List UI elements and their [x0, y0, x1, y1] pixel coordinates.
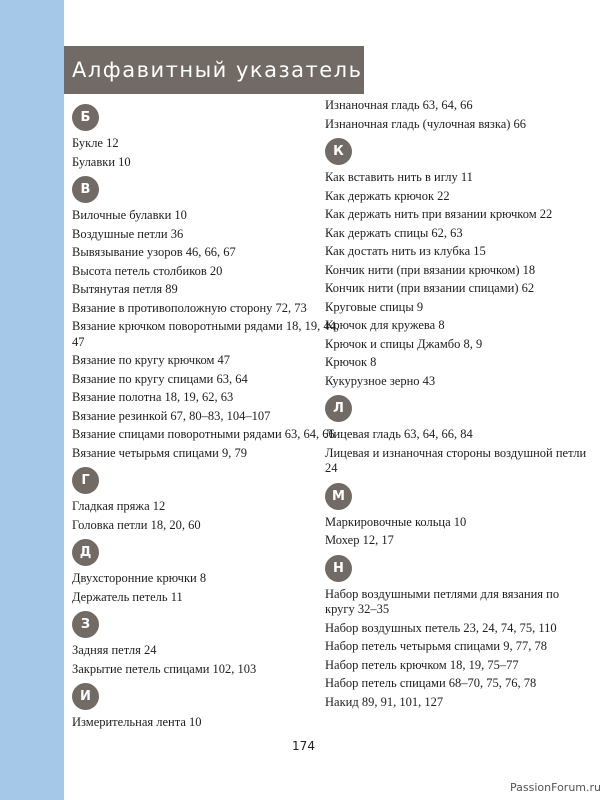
index-entry: Как держать спицы 62, 63 — [325, 225, 463, 240]
index-entry: Двухсторонние крючки 8 — [72, 571, 207, 585]
index-entry: Изнаночная гладь (чулочная вязка) 66 — [325, 116, 527, 131]
section-letter-badge: Л — [325, 395, 352, 422]
section-letter-badge: М — [325, 483, 352, 510]
page-number: 174 — [292, 739, 315, 753]
index-entry: Набор петель спицами 68–70, 75, 76, 78 — [325, 676, 537, 690]
index-entry: Набор воздушными петлями для вязания по кругу 32–35 — [325, 586, 560, 616]
section-letter-badge: З — [72, 611, 99, 638]
index-entry: Кончик нити (при вязании спицами) 62 — [325, 281, 535, 295]
index-entry: Высота петель столбиков 20 — [72, 263, 223, 278]
index-entry: Вязание резинкой 67, 80–83, 104–107 — [72, 408, 271, 423]
index-entry: Лицевая гладь 63, 64, 66, 84 — [325, 427, 473, 441]
index-entry: Набор воздушных петель 23, 24, 74, 75, 110 — [325, 620, 557, 635]
index-entry: Букле 12 — [72, 136, 119, 150]
index-entry: Вязание в противоположную сторону 72, 73 — [72, 300, 307, 315]
section-letter-badge: Д — [72, 539, 99, 566]
index-entry: Вязание спицами поворотными рядами 63, 64, 66 — [72, 427, 335, 441]
index-entry: Круговые спицы 9 — [325, 299, 424, 314]
index-entry: Вывязывание узоров 46, 66, 67 — [72, 245, 236, 259]
index-entry: Кончик нити (при вязании крючком) 18 — [325, 262, 536, 277]
index-entry: Крючок для кружева 8 — [325, 318, 445, 332]
index-entry: Набор петель четырьмя спицами 9, 77, 78 — [325, 639, 547, 653]
section-letter-badge: И — [72, 683, 99, 710]
index-entry: Гладкая пряжа 12 — [72, 499, 166, 513]
index-entry: Вязание по кругу спицами 63, 64 — [72, 371, 248, 386]
index-entry: Крючок и спицы Джамбо 8, 9 — [325, 336, 483, 351]
decorative-side-band — [0, 0, 64, 800]
section-letter-badge: К — [325, 138, 352, 165]
index-entry: Головка петли 18, 20, 60 — [72, 517, 201, 532]
index-entry: Как достать нить из клубка 15 — [325, 244, 486, 258]
index-entry: Как держать нить при вязании крючком 22 — [325, 207, 553, 221]
index-entry: Вязание по кругу крючком 47 — [72, 353, 231, 367]
index-entry: Вытянутая петля 89 — [72, 282, 178, 296]
index-column-left — [72, 98, 342, 734]
section-letter-badge: Н — [325, 555, 352, 582]
index-entry: Вязание четырьмя спицами 9, 79 — [72, 445, 247, 460]
index-entry: Лицевая и изнаночная стороны воздушной петли 24 — [325, 445, 587, 475]
index-entry: Вязание крючком поворотными рядами 18, 19, 44, 47 — [72, 319, 339, 349]
index-entry: Закрытие петель спицами 102, 103 — [72, 661, 257, 676]
index-entry: Держатель петель 11 — [72, 589, 183, 604]
index-entry: Набор петель крючком 18, 19, 75–77 — [325, 657, 519, 672]
section-letter-badge: Г — [72, 467, 99, 494]
section-letter-badge: В — [72, 176, 99, 203]
index-entry: Булавки 10 — [72, 154, 131, 169]
index-entry: Вязание полотна 18, 19, 62, 63 — [72, 390, 234, 404]
index-entry: Маркировочные кольца 10 — [325, 514, 467, 529]
watermark: PassionForum.ru — [510, 781, 601, 794]
index-entry: Измерительная лента 10 — [72, 715, 202, 729]
section-letter-badge: Б — [72, 104, 99, 131]
index-entry: Кукурузное зерно 43 — [325, 373, 436, 388]
index-column-right — [325, 98, 590, 713]
index-entry: Как держать крючок 22 — [325, 188, 450, 203]
index-entry: Изнаночная гладь 63, 64, 66 — [325, 98, 473, 112]
index-entry: Как вставить нить в иглу 11 — [325, 170, 473, 184]
index-entry: Вилочные булавки 10 — [72, 208, 187, 222]
index-entry: Мохер 12, 17 — [325, 533, 394, 547]
page-title: Алфавитный указатель — [64, 46, 364, 94]
index-entry: Задняя петля 24 — [72, 643, 157, 657]
index-entry: Крючок 8 — [325, 355, 377, 369]
index-entry: Воздушные петли 36 — [72, 226, 184, 241]
index-entry: Накид 89, 91, 101, 127 — [325, 694, 444, 709]
